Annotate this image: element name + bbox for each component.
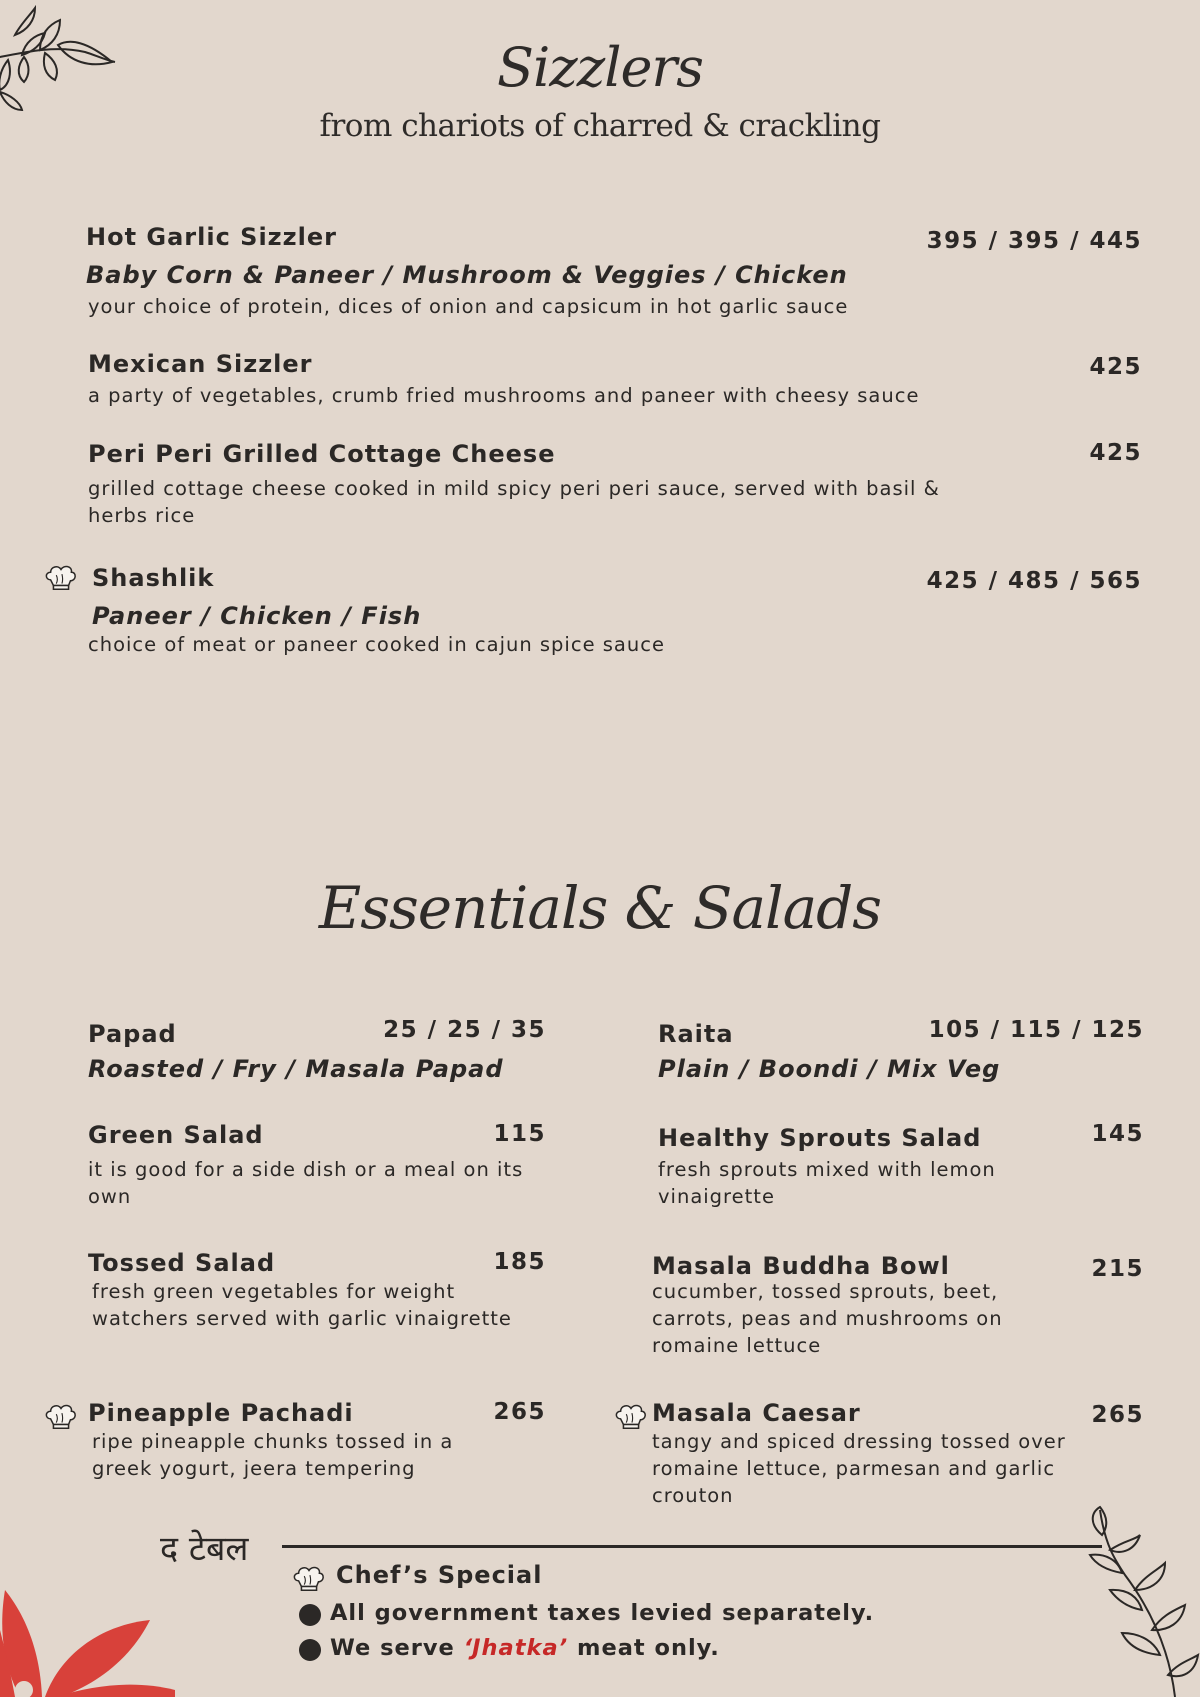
meat-note-highlight: ‘Jhatka’ [463,1635,569,1661]
meat-note [330,1635,720,1661]
menu-item-name: Hot Garlic Sizzler [86,223,337,251]
menu-item-name: Mexican Sizzler [88,350,313,378]
menu-item-description: fresh green vegetables for weight watchers served with garlic vinaigrette [92,1280,512,1330]
menu-item-price: 215 [1091,1256,1144,1282]
menu-item-price: 425 [1089,354,1142,380]
section-title-salads: Essentials & Salads [318,874,882,942]
brand-name: द टेबल [160,1529,249,1569]
bullet-dot-icon [299,1604,321,1626]
menu-item-price: 395 / 395 / 445 [926,228,1142,254]
menu-item-description: fresh sprouts mixed with lemon vinaigrette [658,1158,996,1208]
chef-hat-icon [44,1400,78,1432]
menu-item-description: choice of meat or paneer cooked in cajun spice sauce [88,633,665,656]
meat-note-suffix: meat only. [568,1635,720,1661]
menu-item-description: a party of vegetables, crumb fried mushrooms and paneer with cheesy sauce [88,384,920,407]
menu-item-price: 105 / 115 / 125 [928,1017,1144,1043]
menu-item-price: 425 [1089,440,1142,466]
section-subtitle-sizzlers: from chariots of charred & crackling [319,108,881,144]
menu-item-price: 25 / 25 / 35 [383,1017,546,1043]
menu-item-price: 185 [493,1249,546,1275]
meat-note-prefix: We serve [330,1635,464,1661]
menu-item-name: Green Salad [88,1121,264,1149]
menu-item-description: your choice of protein, dices of onion and capsicum in hot garlic sauce [88,295,849,318]
chef-special-legend: Chef’s Special [336,1561,543,1589]
menu-item-variants: Roasted / Fry / Masala Papad [88,1055,504,1083]
tax-note: All government taxes levied separately. [330,1600,875,1626]
menu-item-name: Pineapple Pachadi [88,1399,354,1427]
menu-item-price: 425 / 485 / 565 [926,568,1142,594]
menu-item-variants: Paneer / Chicken / Fish [92,602,422,630]
menu-item-name: Healthy Sprouts Salad [658,1124,982,1152]
menu-item-description: tangy and spiced dressing tossed over romaine lettuce, parmesan and garlic crouton [652,1430,1066,1507]
menu-item-name: Raita [658,1020,734,1048]
menu-item-name: Peri Peri Grilled Cottage Cheese [88,440,556,468]
menu-item-description: ripe pineapple chunks tossed in a greek yogurt, jeera tempering [92,1430,454,1480]
chef-hat-icon [614,1400,648,1432]
section-title-sizzlers: Sizzlers [497,36,703,99]
menu-item-name: Papad [88,1020,177,1048]
menu-item-name: Masala Buddha Bowl [652,1252,950,1280]
menu-item-name: Tossed Salad [88,1249,276,1277]
menu-item-price: 265 [1091,1402,1144,1428]
flower-icon [0,1540,180,1697]
footer-divider [282,1545,1102,1548]
menu-item-name: Shashlik [92,564,215,592]
menu-item-variants: Baby Corn & Paneer / Mushroom & Veggies / Chicken [86,261,848,289]
menu-item-price: 145 [1091,1121,1144,1147]
menu-item-description: cucumber, tossed sprouts, beet, carrots, peas and mushrooms on romaine lettuce [652,1280,1003,1357]
menu-item-variants: Plain / Boondi / Mix Veg [658,1055,1001,1083]
menu-item-price: 115 [493,1121,546,1147]
leaf-branch-icon [1080,1505,1200,1697]
menu-item-price: 265 [493,1399,546,1425]
menu-item-description: it is good for a side dish or a meal on its own [88,1158,524,1208]
chef-hat-icon [292,1562,326,1594]
bullet-dot-icon [299,1639,321,1661]
menu-item-name: Masala Caesar [652,1399,861,1427]
menu-item-description: grilled cottage cheese cooked in mild spicy peri peri sauce, served with basil & herbs rice [88,477,940,527]
chef-hat-icon [44,561,78,593]
